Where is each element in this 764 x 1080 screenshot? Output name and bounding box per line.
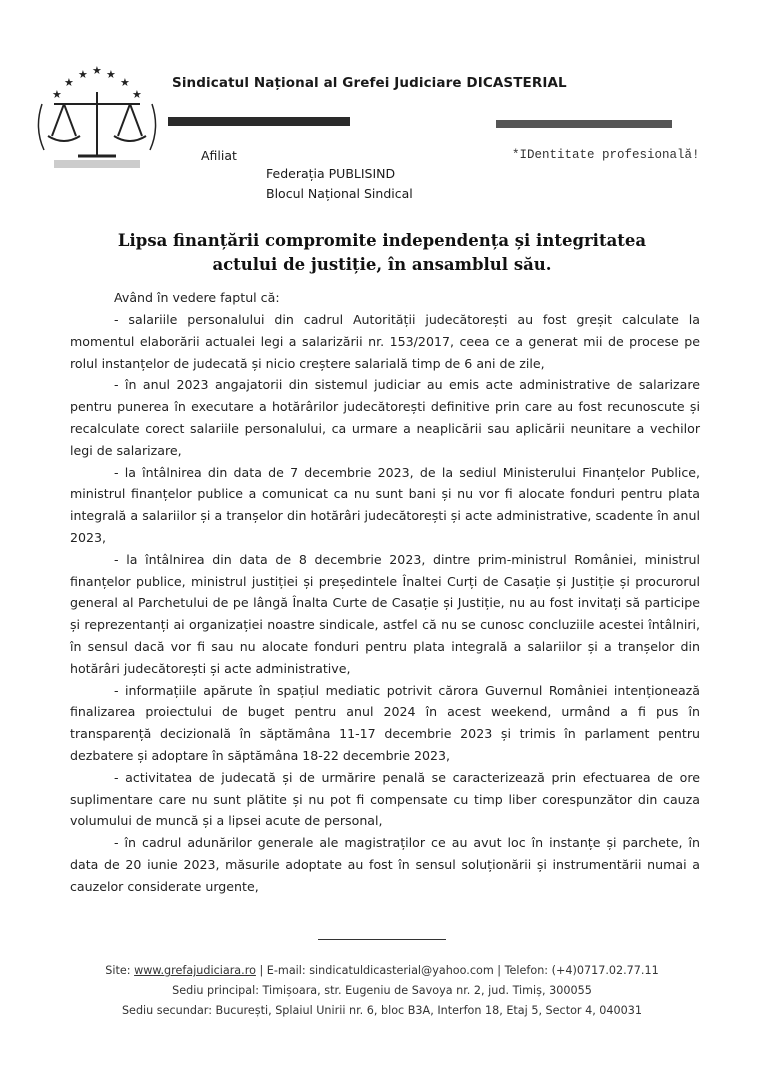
secondary-office-address: Sediu secundar: București, Splaiul Unirii nr. 6, bloc B3A, Interfon 18, Etaj 5, Sector 4, 040031 [121,1004,643,1017]
title-line-1: Lipsa finanțării compromite independența și integritatea [117,231,647,250]
site-link[interactable]: www.grefajudiciara.ro [134,964,256,977]
scales-of-justice-logo [34,64,160,176]
body-paragraph: - la întâlnirea din data de 8 decembrie 2023, dintre prim-ministrul României, ministrul finanțelor publice, ministrul justiției și președintele Înaltei Curți de Casație și Justiție și procurorul general al Parchetului de pe lângă Înalta Curte de Casație și Justiție, nu au fost invitați să participe și reprezentanți ai organizației noastre sindicale, astfel că nu se cunosc concluziile acestei întâlniri, în sensul dacă vor fi sau nu alocate fonduri pentru plata integrală a salariilor și a tranșelor din hotărâri judecătorești și acte administrative, [70,551,700,676]
svg-text:★: ★ [64,76,74,89]
body-paragraph: - în cadrul adunărilor generale ale magistraților ce au avut loc în instanțe și parchete, în data de 20 iunie 2023, măsurile adoptate au fost în sensul soluționării și instrumentării numai a cauzelor considerate urgente, [70,835,700,894]
body-paragraph: - la întâlnirea din data de 7 decembrie 2023, de la sediul Ministerului Finanțelor Publice, ministrul finanțelor publice a comunicat ca nu sunt bani și nu vor fi alocate fonduri pentru plata integrală a salariilor și a tranșelor din hotărâri judecătorești și acte administrative, scadente în anul 2023, [70,464,700,545]
document-body [70,309,700,898]
affiliation-label: Afiliat [201,148,237,163]
body-paragraph: - activitatea de judecată și de urmărire penală se caracterizează prin efectuarea de ore suplimentare care nu sunt plătite și nu pot fi compensate cu timp liber corespunzător din cauza volumului de muncă și a lipsei acute de personal, [70,769,700,829]
email-label: | E-mail: [259,964,306,977]
site-label: Site: [105,964,131,977]
header-divider-left [168,117,350,126]
footer-contact-line [40,964,724,977]
body-paragraph: - salariile personalului din cadrul Autorității judecătorești au fost greșit calculate la momentul elaborării actualei legi a salarizării nr. 153/2017, ceea ce a generat mii de procese pe rolul instanțelor de judecată și nicio creștere salarială timp de 6 ani de zile, [70,312,700,371]
tagline: *IDentitate profesională! [512,148,700,162]
svg-text:★: ★ [78,68,88,81]
intro-line: Având în vedere faptul că: [114,290,280,305]
svg-text:★: ★ [120,76,130,89]
body-paragraph: - informațiile apărute în spațiul mediatic potrivit cărora Guvernul României intenționează finalizarea proiectului de buget pentru anul 2024 în acest weekend, urmând a fi pus în transparență decizională în săptămâna 11-17 decembrie 2023 și trimis în parlament pentru dezbatere și adoptare în săptămâna 18-22 decembrie 2023, [70,682,700,763]
svg-text:★: ★ [106,68,116,81]
header-divider-right [496,120,672,128]
organization-name: Sindicatul Național al Grefei Judiciare DICASTERIAL [172,75,567,91]
federation-name: Federația PUBLISIND [266,166,396,181]
body-paragraph: - în anul 2023 angajatorii din sistemul judiciar au emis acte administrative de salarizare pentru punerea în executare a hotărârilor judecătorești definitive prin care au fost recunoscute și recalculate corect salariile personalului, ca urmare a neaplicării sau aplicării neunitare a vechilor legi de salarizare, [70,377,700,458]
document-title [70,229,694,277]
svg-text:★: ★ [132,88,142,101]
svg-text:★: ★ [52,88,62,101]
phone-label: | Telefon: [497,964,549,977]
svg-text:★: ★ [92,64,102,77]
main-office-address: Sediu principal: Timișoara, str. Eugeniu de Savoya nr. 2, jud. Timiș, 300055 [172,984,592,997]
phone-number: (+4)0717.02.77.11 [551,964,659,977]
footer-separator [318,939,446,940]
bloc-name: Blocul Național Sindical [266,186,413,201]
title-line-2: actului de justiție, în ansamblul său. [212,255,552,274]
email-address[interactable]: sindicatuldicasterial@yahoo.com [309,964,494,977]
